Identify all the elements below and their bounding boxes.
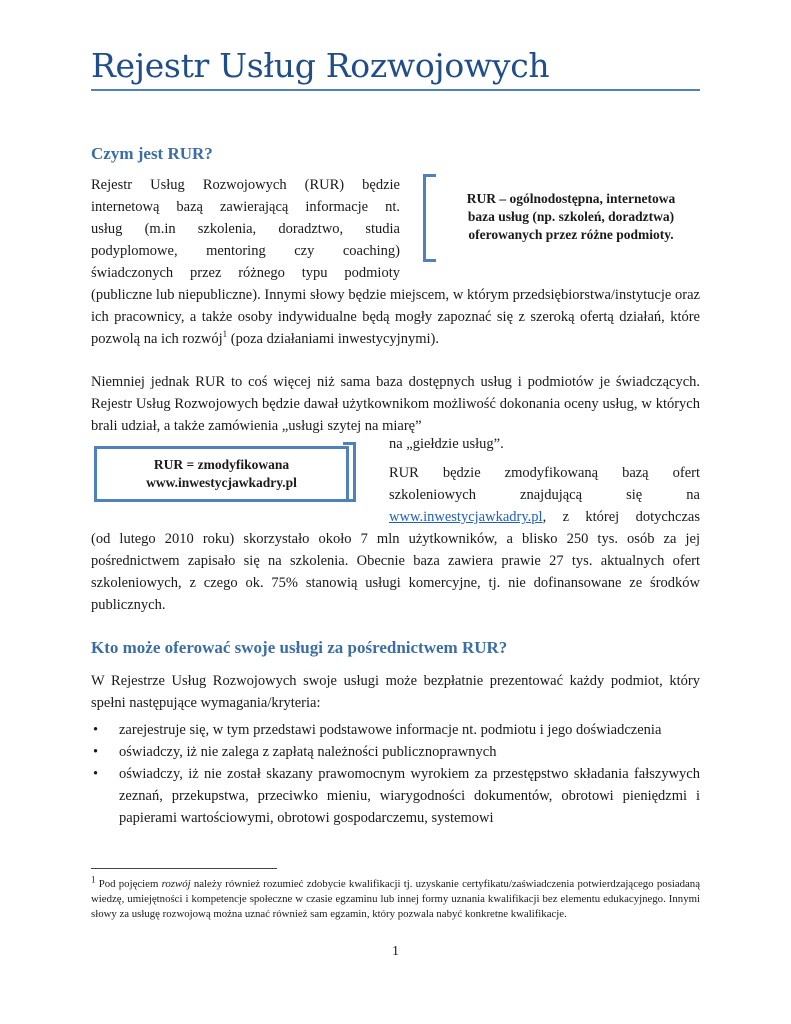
criteria-item xyxy=(91,741,700,763)
modified-db-rest-text: (od lutego 2010 roku) skorzystało około 7 mln użytkowników, a blisko 250 tys. osób za jej pośrednictwem zapisało się na szkolenia. Obecnie baza zawiera prawie 27 tys. aktualnych ofert szkoleniowych, z czego ok. 75% stanowią usługi komercyjne, tj. nie dofinansowane ze środków publicznych. xyxy=(91,531,700,613)
intro-line-3: usług (m.in szkolenia, doradztwo, studia xyxy=(91,221,400,237)
paragraph-modified-db-rest xyxy=(91,528,700,616)
modified-db-line1: RUR będzie zmodyfikowaną bazą ofert xyxy=(389,465,700,481)
paragraph-intro-lines xyxy=(91,174,400,284)
footnote-number: 1 xyxy=(91,874,96,885)
page-number: 1 xyxy=(392,944,399,959)
bullet-icon: • xyxy=(93,766,99,782)
page-title: Rejestr Usług Rozwojowych xyxy=(91,46,550,85)
intro-rest-text: (publiczne lub niepubliczne). Innymi słowy będzie miejscem, w którym przedsiębiorstwa/instytucje oraz ich pracownicy, a także osoby indywidualne będą mogły zapoznać się z szeroką ofertą działań, które pozwolą na ich rozwój xyxy=(91,287,700,347)
footnote-ref[interactable]: 1 xyxy=(222,329,228,340)
criteria-item xyxy=(91,719,700,741)
criteria-item-text: oświadczy, iż nie zalega z zapłatą należności publicznoprawnych xyxy=(119,744,497,760)
paragraph-modified-db-lines xyxy=(389,462,700,528)
footnote-text-before: Pod pojęciem xyxy=(95,878,162,890)
intro-line-4: podyplomowe, mentoring czy coaching) xyxy=(91,243,400,259)
paragraph-intro-continued xyxy=(91,284,700,350)
callout-text-rur-definition: RUR – ogólnodostępna, internetowa baza usług (np. szkoleń, doradztwa) oferowanych przez różne podmioty. xyxy=(466,191,676,242)
paragraph-section2-intro xyxy=(91,670,700,714)
callout-box-inwestycjawkadry xyxy=(94,446,349,502)
intro-line-5: świadczonych przez różnego typu podmioty xyxy=(91,265,400,281)
intro-end-text: (poza działaniami inwestycyjnymi). xyxy=(227,331,439,347)
section2-intro-text: W Rejestrze Usług Rozwojowych swoje usługi może bezpłatnie prezentować każdy podmiot, który spełni następujące wymagania/kryteria: xyxy=(91,673,700,711)
footnote-text-italic: rozwój xyxy=(161,878,191,890)
paragraph-gielda-tail xyxy=(389,433,700,455)
callout-box2-line1: RUR = zmodyfikowana xyxy=(153,457,290,472)
title-underline xyxy=(91,89,700,91)
callout-box2-line2: www.inwestycjawkadry.pl xyxy=(146,475,297,490)
criteria-item-text: oświadczy, iż nie został skazany prawomocnym wyrokiem za przestępstwo składania fałszywych zeznań, przekupstwa, przeciwko mieniu, wiarygodności dokumentów, obrotowi pieniędzmi i papierami wartościowymi, obrotowi gospodarczemu, systemowi xyxy=(119,766,700,826)
intro-line-1: Rejestr Usług Rozwojowych (RUR) będzie xyxy=(91,177,400,193)
criteria-list xyxy=(91,719,700,829)
paragraph-more-than-database xyxy=(91,371,700,437)
criteria-item xyxy=(91,763,700,829)
intro-line-2: internetową bazą zawierającą informacje nt. xyxy=(91,199,400,215)
callout-box-rur-definition xyxy=(442,180,700,254)
box1-bracket xyxy=(423,174,436,262)
bullet-icon: • xyxy=(93,744,99,760)
footnote-text-after: należy również rozumieć zdobycie kwalifikacji tj. uzyskanie certyfikatu/zaświadczenia potwierdzającego posiadaną wiedzę, umiejętności i kompetencje społeczne w czasie egzaminu lub innej formy uznania kwalifikacji bez elementu edukacyjnego. Innymi słowy za usługę rozwojową można uznać również sam egzamin, który pozwala nabyć konkretne kwalifikacje. xyxy=(91,878,700,920)
modified-db-line3-rest: , z której dotychczas xyxy=(542,509,700,525)
inwestycjawkadry-link[interactable]: www.inwestycjawkadry.pl xyxy=(389,509,543,525)
gielda-tail-text: na „giełdzie usług”. xyxy=(389,436,504,452)
more-than-database-text: Niemniej jednak RUR to coś więcej niż sama baza dostępnych usług i podmiotów je świadczących. Rejestr Usług Rozwojowych będzie dawał użytkownikom możliwość dokonania oceny usług, w których brali udział, a także zamówienia „usługi szytej na miarę” xyxy=(91,374,700,434)
footnote-separator xyxy=(91,868,277,869)
section-heading-czym-jest: Czym jest RUR? xyxy=(91,144,213,163)
criteria-item-text: zarejestruje się, w tym przedstawi podstawowe informacje nt. podmiotu i jego doświadczenia xyxy=(119,722,662,738)
bullet-icon: • xyxy=(93,722,99,738)
footnote xyxy=(91,874,700,922)
modified-db-line2: szkoleniowych znajdującą się na xyxy=(389,487,700,503)
section-heading-kto-moze: Kto może oferować swoje usługi za pośrednictwem RUR? xyxy=(91,638,508,657)
